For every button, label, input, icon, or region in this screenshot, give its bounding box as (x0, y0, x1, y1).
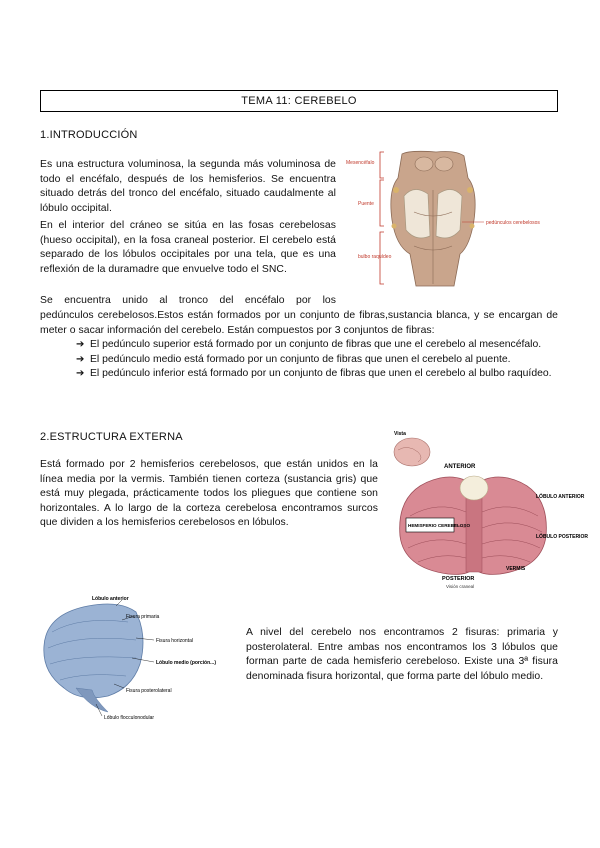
list-item: ➔ El pedúnculo superior está formado por un conjunto de fibras que une el cerebelo al mesencéfalo. (76, 338, 558, 353)
page-title: TEMA 11: CEREBELO (40, 90, 558, 112)
cerebellum-lateral-figure (36, 592, 236, 722)
brainstem-figure (344, 150, 560, 290)
label-vision: Visión craneal (446, 584, 475, 589)
arrow-icon: ➔ (76, 368, 85, 380)
label-hemisferio: HEMISFERIO CEREBELOSO (408, 523, 471, 528)
label-posterior: POSTERIOR (442, 576, 475, 582)
paragraph-intro-3b: pedúnculos cerebelosos.Estos están formados por un conjunto de fibras,sustancia blanca, y se encargan de meter o sacar información del cerebelo. Están compuestos por 3 conjuntos de fibras: (40, 310, 558, 336)
label-vermis: VERMIS (506, 566, 526, 572)
cerebellum-cranial-figure (388, 428, 588, 594)
section-heading-introduccion: 1.INTRODUCCIÓN (40, 129, 138, 141)
label-bulbo: bulbo raquídeo (358, 254, 392, 260)
label-mesencefalo: Mesencéfalo (346, 160, 375, 166)
label-fisura-primaria: Fisura primaria (126, 614, 160, 620)
label-fisura-horizontal: Fisura horizontal (156, 638, 193, 644)
label-vista: Vista (394, 431, 406, 437)
label-fisura-posterolateral: Fisura posterolateral (126, 688, 172, 694)
label-lobulo-flocculonodular: Lóbulo flocculonodular (104, 715, 155, 721)
label-pedunculos: pedúnculos cerebelosos (486, 220, 540, 226)
list-item: ➔ El pedúnculo inferior está formado por un conjunto de fibras que unen el cerebelo al bulbo raquídeo. (76, 367, 558, 382)
paragraph-intro-1: Es una estructura voluminosa, la segunda más voluminosa de todo el encéfalo, después de los hemisferios. Se encuentra situado detrás del tronco del encéfalo, situado caudalmente al lóbulo occipital. (40, 159, 336, 214)
paragraph-estructura-1: Está formado por 2 hemisferios cerebelosos, que están unidos en la línea media por la vermis. También tienen corteza (sustancia gris) que está muy plegada, prácticamente todos los pliegues que contiene son horizontales. A lo largo de la corteza cerebelosa encontramos surcos que dividen a los hemisferios cerebelosos en lóbulos. (40, 459, 378, 529)
paragraph-estructura-2: A nivel del cerebelo nos encontramos 2 fisuras: primaria y posterolateral. Entre ambas nos encontramos los 3 lóbulos que forman parte de cada hemisferio cerebeloso. Existe una 3ª fisura denominada fisura horizontal, que forma parte del lóbulo medio. (246, 627, 558, 682)
label-lobulo-posterior: LÓBULO POSTERIOR (536, 534, 588, 540)
section-heading-estructura: 2.ESTRUCTURA EXTERNA (40, 431, 183, 443)
label-puente: Puente (358, 201, 374, 207)
peduncle-list (76, 338, 558, 382)
label-anterior: ANTERIOR (444, 464, 476, 470)
label-lobulo-anterior-lat: Lóbulo anterior (92, 596, 129, 602)
label-lobulo-anterior: LÓBULO ANTERIOR (536, 494, 585, 500)
paragraph-intro-2: En el interior del cráneo se sitúa en las fosas cerebelosas (hueso occipital), en la fosa craneal posterior. El cerebelo está separado de los lóbulos occipitales por una tela, que es una reflexión de la duramadre que envuelve todo el SNC. (40, 220, 336, 275)
arrow-icon: ➔ (76, 339, 85, 350)
paragraph-intro-3a: Se encuentra unido al tronco del encéfalo por los (40, 295, 336, 306)
list-item: ➔ El pedúnculo medio está formado por un conjunto de fibras que unen el cerebelo al puente. (76, 353, 558, 368)
arrow-icon: ➔ (76, 353, 85, 365)
label-lobulo-medio: Lóbulo medio (porción...) (156, 660, 216, 666)
